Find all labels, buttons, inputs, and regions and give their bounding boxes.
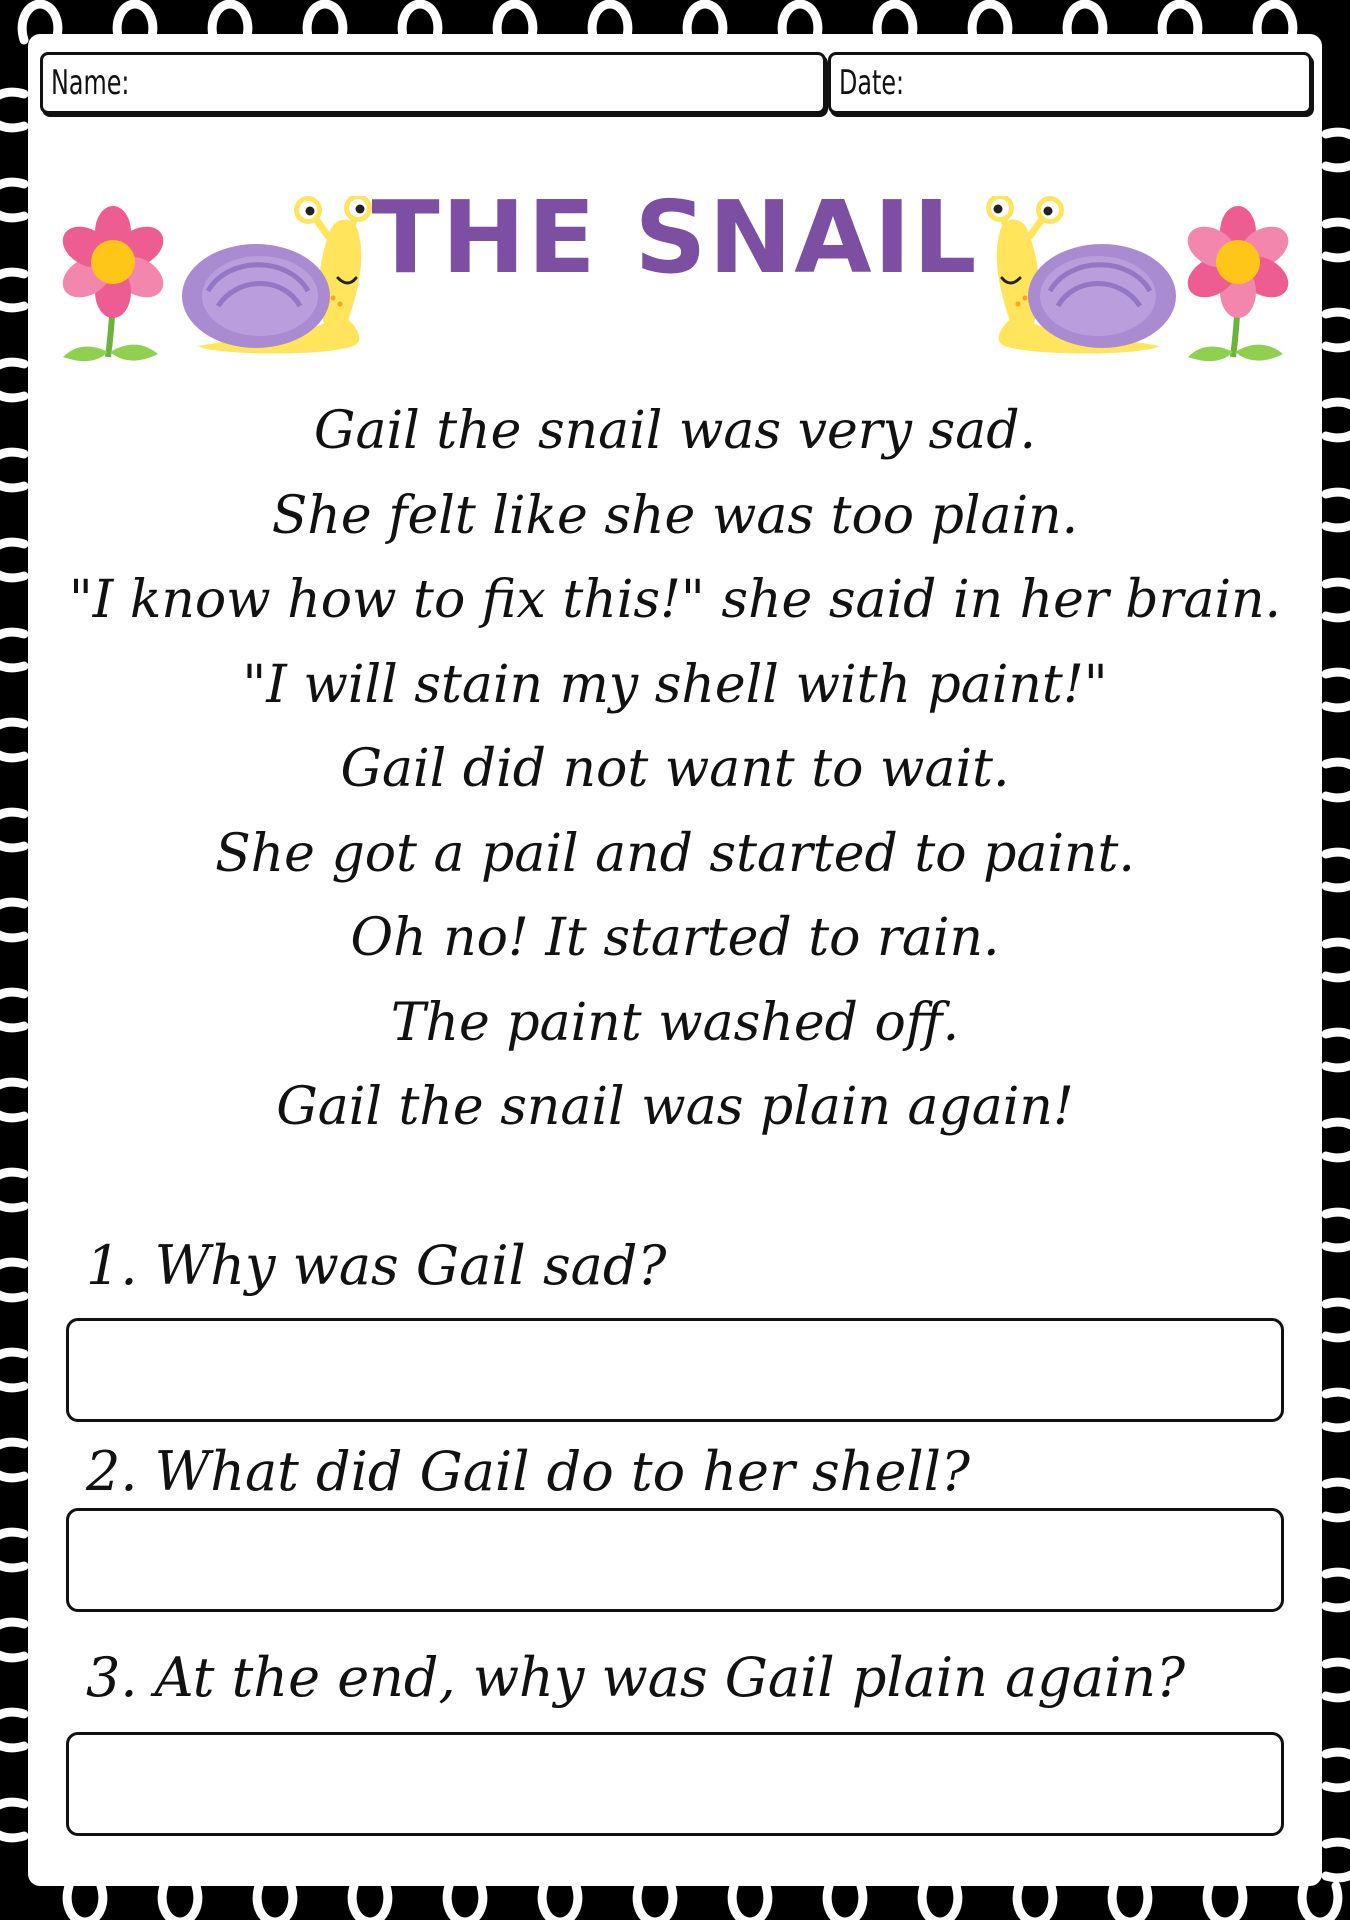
flower-icon (1173, 202, 1303, 362)
border-loop (257, 1886, 293, 1920)
border-loop (0, 1082, 24, 1118)
border-loop (1326, 582, 1350, 618)
border-loop (827, 1886, 863, 1920)
border-loop (1326, 132, 1350, 168)
border-loop (0, 992, 24, 1028)
border-loop (0, 362, 24, 398)
border-loop (0, 272, 24, 308)
border-loop (1326, 1392, 1350, 1428)
border-loop (0, 812, 24, 848)
border-loop (922, 1886, 958, 1920)
story-line: She felt like she was too plain. (271, 485, 1079, 546)
story-line: Oh no! It started to rain. (350, 908, 1000, 968)
border-loop (1326, 852, 1350, 888)
story-line: "I will stain my shell with paint!" (242, 654, 1108, 715)
date-label: Date: (839, 63, 905, 103)
border-loop (1326, 1122, 1350, 1158)
border-loop (0, 902, 24, 938)
border-loop (0, 452, 24, 488)
question-1: 1. Why was Gail sad? (86, 1234, 667, 1297)
border-loop (0, 1262, 24, 1298)
worksheet (28, 34, 1322, 1886)
answer-box-2[interactable] (66, 1508, 1284, 1612)
story-line: Gail the snail was plain again! (276, 1077, 1074, 1137)
border-loop (0, 1622, 24, 1658)
question-2: 2. What did Gail do to her shell? (86, 1440, 970, 1503)
story-line: The paint washed off. (390, 992, 960, 1053)
border-loop (0, 182, 24, 218)
answer-input-2[interactable] (69, 1511, 1281, 1609)
border-loop (1326, 222, 1350, 258)
story-line: She got a pail and started to paint. (215, 823, 1135, 884)
border-loop (0, 1352, 24, 1388)
page-title: THE SNAIL (371, 179, 979, 296)
question-3: 3. At the end, why was Gail plain again? (86, 1646, 1186, 1709)
border-loop (0, 1172, 24, 1208)
border-loop (1326, 1842, 1350, 1878)
story-line: "I know how to fix this!" she said in her brain. (68, 570, 1282, 630)
border-loop (0, 542, 24, 578)
border-loop (732, 1886, 768, 1920)
answer-input-1[interactable] (69, 1321, 1281, 1419)
border-loop (1326, 942, 1350, 978)
border-loop (0, 1442, 24, 1478)
border-loop (0, 92, 24, 128)
border-loop (1326, 1572, 1350, 1608)
border-loop (1326, 402, 1350, 438)
border-loop (0, 722, 24, 758)
name-label: Name: (51, 63, 130, 103)
border-loop (1326, 1302, 1350, 1338)
border-loop (162, 1886, 198, 1920)
border-loop (1326, 1212, 1350, 1248)
border-loop (1112, 1886, 1148, 1920)
title-banner (28, 144, 1322, 364)
border-loop (0, 632, 24, 668)
border-loop (447, 1886, 483, 1920)
border-loop (542, 1886, 578, 1920)
border-loop (1326, 312, 1350, 348)
story-line: Gail the snail was very sad. (313, 401, 1037, 461)
border-loop (0, 1802, 24, 1838)
answer-box-1[interactable] (66, 1318, 1284, 1422)
border-loop (1207, 1886, 1243, 1920)
border-loop (1017, 1886, 1053, 1920)
border-loop (1326, 492, 1350, 528)
snail-icon (970, 196, 1180, 366)
name-field[interactable] (40, 52, 826, 114)
border-loop (1326, 672, 1350, 708)
border-loop (352, 1886, 388, 1920)
answer-box-3[interactable] (66, 1732, 1284, 1836)
border-loop (1326, 1032, 1350, 1068)
border-loop (1302, 1886, 1338, 1920)
border-loop (1326, 1482, 1350, 1518)
border-loop (637, 1886, 673, 1920)
border-loop (1326, 1662, 1350, 1698)
border-loop (0, 1712, 24, 1748)
border-loop (0, 1532, 24, 1568)
answer-input-3[interactable] (69, 1735, 1281, 1833)
story-text (28, 389, 1322, 1150)
border-loop (67, 1886, 103, 1920)
border-loop (1326, 1752, 1350, 1788)
story-line: Gail did not want to wait. (340, 739, 1010, 799)
date-field[interactable] (828, 52, 1312, 114)
border-loop (1326, 762, 1350, 798)
